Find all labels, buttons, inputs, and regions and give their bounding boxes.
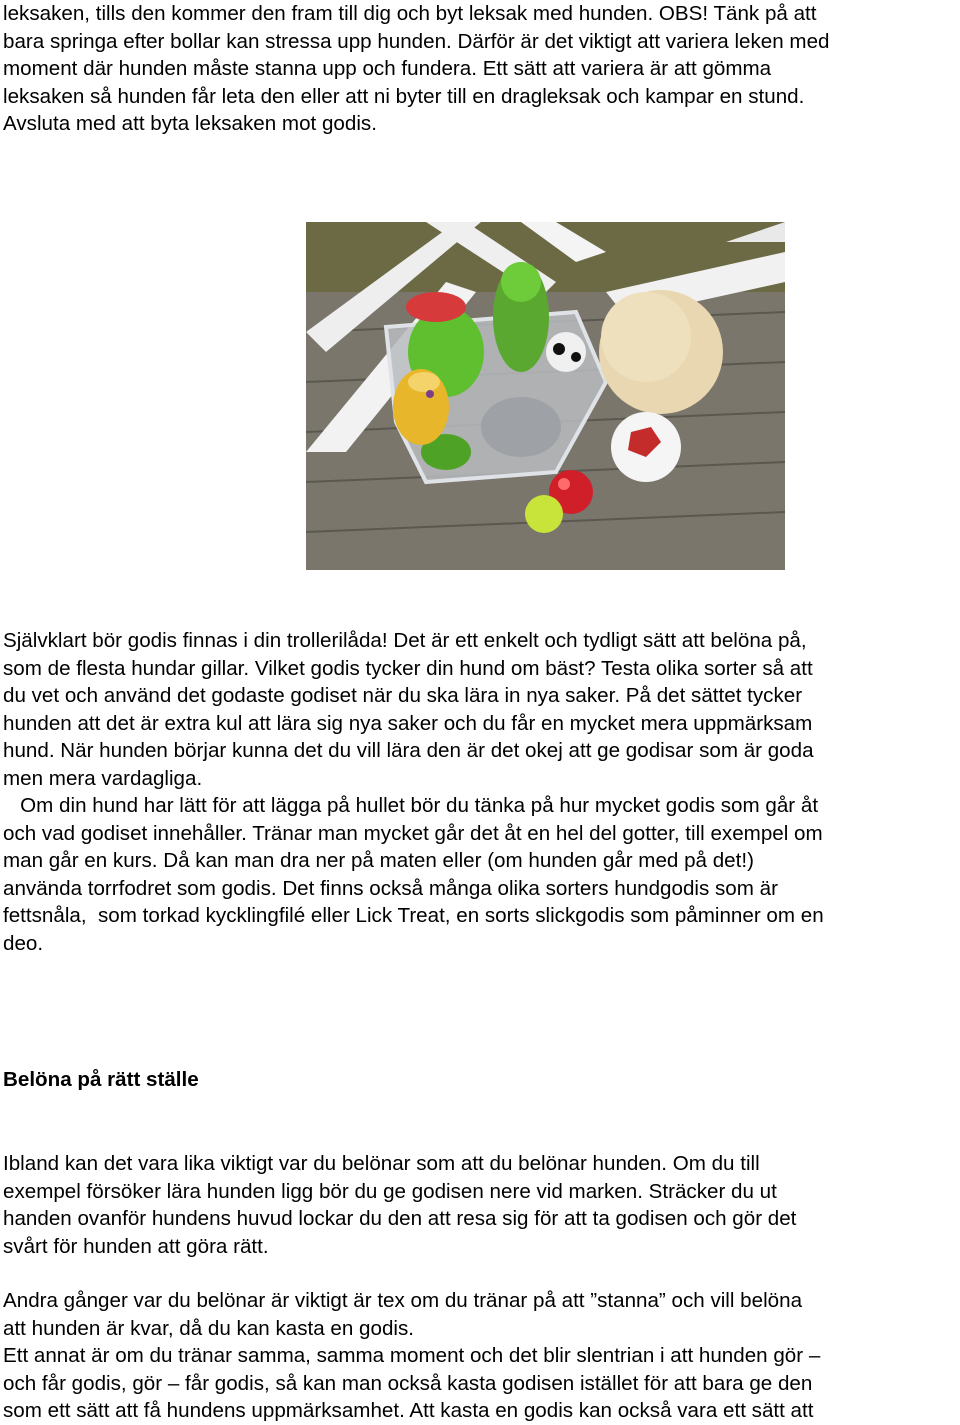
paragraph-reward-placement	[3, 1150, 958, 1260]
text-line: Avsluta med att byta leksaken mot godis.	[3, 112, 377, 135]
text-line: svårt för hunden att göra rätt.	[3, 1234, 269, 1258]
text-line: och får godis, gör – får godis, så kan man också kasta godisen istället för att bara ge den	[3, 1371, 813, 1395]
text-line: Ett annat är om du tränar samma, samma moment och det blir slentrian i att hunden gör –	[3, 1344, 821, 1367]
paragraph-throw-treat	[3, 1342, 958, 1425]
section-heading: Belöna på rätt ställe	[3, 1068, 199, 1091]
paragraph-play-toys	[3, 0, 958, 138]
text-line: bara springa efter bollar kan stressa upp hunden. Därför är det viktigt att variera leken med	[3, 29, 830, 53]
text-line: att hunden är kvar, då du kan kasta en godis.	[3, 1316, 415, 1340]
paragraph-stay-training	[3, 1287, 958, 1342]
text-line: fettsnåla, som torkad kycklingfilé eller Lick Treat, en sorts slickgodis som påminner om en	[3, 904, 824, 927]
text-line: Om din hund har lätt för att lägga på hullet bör du tänka på hur mycket godis som går åt	[3, 794, 819, 817]
text-line: handen ovanför hundens huvud lockar du den att resa sig för att ta godisen och gör det	[3, 1207, 797, 1230]
text-line: men mera vardagliga.	[3, 766, 203, 790]
text-line: deo.	[3, 931, 44, 955]
text-line: leksaken, tills den kommer den fram till dig och byt leksak med hunden. OBS! Tänk på att	[3, 2, 817, 25]
text-line: använda torrfodret som godis. Det finns också många olika sorters hundgodis som är	[3, 876, 778, 900]
text-line: och vad godiset innehåller. Tränar man mycket går det åt en hel del gotter, till exempel om	[3, 821, 823, 845]
text-line: man går en kurs. Då kan man dra ner på maten eller (om hunden går med på det!)	[3, 849, 754, 872]
text-line: moment där hunden måste stanna upp och fundera. Ett sätt att variera är att gömma	[3, 57, 772, 80]
dog-toys-photo	[306, 222, 785, 570]
text-line: hunden att det är extra kul att lära sig nya saker och du får en mycket mera uppmärksam	[3, 711, 813, 735]
text-line: du vet och använd det godaste godiset när du ska lära in nya saker. På det sättet tycker	[3, 684, 803, 707]
paragraph-treats	[3, 627, 958, 957]
text-line: hund. När hunden börjar kunna det du vill lära den är det okej att ge godisar som är goda	[3, 739, 814, 762]
text-line: leksaken så hunden får leta den eller att ni byter till en dragleksak och kampar en stund.	[3, 84, 805, 108]
text-line: Självklart bör godis finnas i din trollerilåda! Det är ett enkelt och tydligt sätt att belöna på,	[3, 629, 807, 652]
text-line: Andra gånger var du belönar är viktigt är tex om du tränar på att ”stanna” och vill belöna	[3, 1289, 803, 1312]
text-line: Ibland kan det vara lika viktigt var du belönar som att du belönar hunden. Om du till	[3, 1152, 760, 1175]
text-line: som de flesta hundar gillar. Vilket godis tycker din hund om bäst? Testa olika sorter så att	[3, 656, 813, 680]
text-line: exempel försöker lära hunden ligg bör du ge godisen nere vid marken. Sträcker du ut	[3, 1179, 777, 1203]
text-line: som ett sätt att få hundens uppmärksamhet. Att kasta en godis kan också vara ett sätt att	[3, 1399, 814, 1422]
